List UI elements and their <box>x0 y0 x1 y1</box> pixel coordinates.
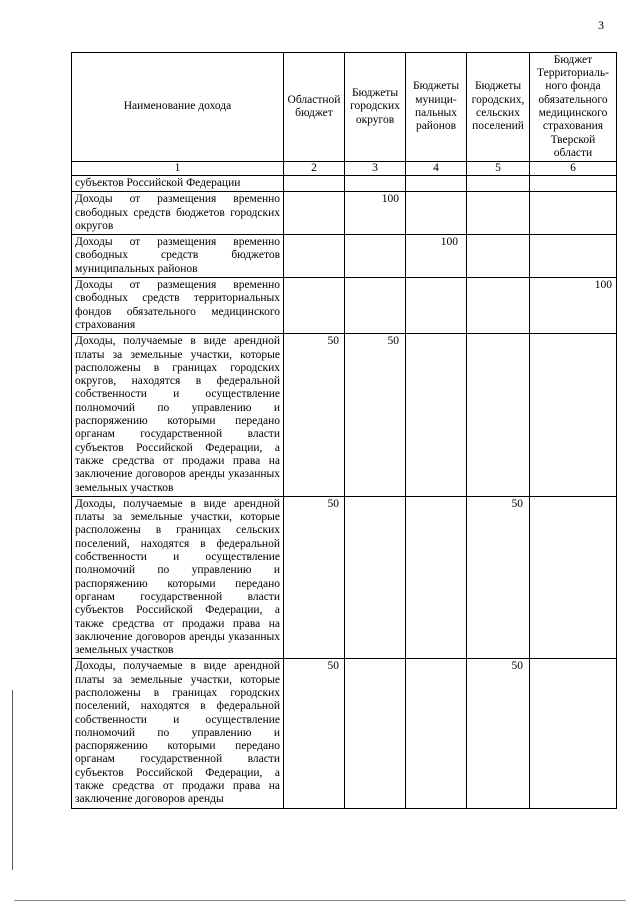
regional-budget-cell: 50 <box>284 659 345 808</box>
regional-budget-cell: 50 <box>284 496 345 659</box>
city-districts-cell <box>345 176 406 192</box>
table-row <box>72 334 617 497</box>
income-name-cell: Доходы, получаемые в виде арендной платы за земельные участки, которые расположены в границах городских округов, находятся в федеральной собственности и осуществление полномочий по управлению и распоряжению которыми передано органам государственной власти субъектов Российской Федерации, а также средства от продажи права на заключение договоров аренды указанных земельных участков <box>72 334 284 497</box>
settlements-cell <box>467 278 530 334</box>
income-name-cell: Доходы от размещения временно свободных средств бюджетов городских округов <box>72 192 284 235</box>
city-districts-cell: 100 <box>345 192 406 235</box>
city-districts-cell <box>345 659 406 808</box>
medical-fund-cell <box>530 235 617 278</box>
city-districts-cell <box>345 278 406 334</box>
city-districts-cell: 50 <box>345 334 406 497</box>
income-name-cell: Доходы, получаемые в виде арендной платы за земельные участки, которые расположены в границах городских поселений, находятся в федеральной собственности и осуществление полномочий по управлению и распоряжению которыми передано органам государственной власти субъектов Российской Федерации, а также средства от продажи права на заключение договоров аренды <box>72 659 284 808</box>
medical-fund-cell <box>530 496 617 659</box>
medical-fund-cell <box>530 192 617 235</box>
settlements-cell <box>467 192 530 235</box>
header-settlements-budgets: Бюджеты городских, сельских поселений <box>467 53 530 162</box>
settlements-cell <box>467 176 530 192</box>
column-number: 4 <box>406 162 467 176</box>
income-name-cell: Доходы, получаемые в виде арендной платы за земельные участки, которые расположены в границах сельских поселений, находятся в федеральной собственности и осуществление полномочий по управлению и распоряжению которыми передано органам государственной власти субъектов Российской Федерации, а также средства от продажи права на заключение договоров аренды указанных земельных участков <box>72 496 284 659</box>
municipal-districts-cell <box>406 192 467 235</box>
header-regional-budget: Областной бюджет <box>284 53 345 162</box>
regional-budget-cell <box>284 176 345 192</box>
municipal-districts-cell <box>406 334 467 497</box>
settlements-cell <box>467 235 530 278</box>
table-header-row <box>72 53 617 162</box>
income-name-cell: субъектов Российской Федерации <box>72 176 284 192</box>
regional-budget-cell: 50 <box>284 334 345 497</box>
municipal-districts-cell <box>406 176 467 192</box>
header-medical-insurance-fund-budget: Бюджет Территориаль-ного фонда обязательного медицинского страхования Тверской области <box>530 53 617 162</box>
medical-fund-cell <box>530 176 617 192</box>
table-row <box>72 235 617 278</box>
income-distribution-table <box>71 52 617 809</box>
page-number: 3 <box>598 18 604 32</box>
regional-budget-cell <box>284 235 345 278</box>
regional-budget-cell <box>284 278 345 334</box>
municipal-districts-cell <box>406 278 467 334</box>
medical-fund-cell: 100 <box>530 278 617 334</box>
income-distribution-table-wrapper <box>71 52 617 809</box>
table-row <box>72 659 617 808</box>
table-row <box>72 192 617 235</box>
municipal-districts-cell <box>406 496 467 659</box>
settlements-cell: 50 <box>467 496 530 659</box>
column-numbers-row <box>72 162 617 176</box>
table-row <box>72 278 617 334</box>
income-name-cell: Доходы от размещения временно свободных средств бюджетов муниципальных районов <box>72 235 284 278</box>
column-number: 2 <box>284 162 345 176</box>
settlements-cell <box>467 334 530 497</box>
regional-budget-cell <box>284 192 345 235</box>
scan-margin-line <box>12 690 13 870</box>
city-districts-cell <box>345 235 406 278</box>
medical-fund-cell <box>530 334 617 497</box>
municipal-districts-cell: 100 <box>406 235 467 278</box>
header-municipal-districts-budgets: Бюджеты муници-пальных районов <box>406 53 467 162</box>
header-income-name: Наименование дохода <box>72 53 284 162</box>
municipal-districts-cell <box>406 659 467 808</box>
header-city-districts-budgets: Бюджеты городских округов <box>345 53 406 162</box>
column-number: 5 <box>467 162 530 176</box>
table-row <box>72 496 617 659</box>
scan-bottom-line <box>14 900 626 901</box>
medical-fund-cell <box>530 659 617 808</box>
income-name-cell: Доходы от размещения временно свободных средств территориальных фондов обязательного медицинского страхования <box>72 278 284 334</box>
column-number: 3 <box>345 162 406 176</box>
column-number: 6 <box>530 162 617 176</box>
city-districts-cell <box>345 496 406 659</box>
table-row <box>72 176 617 192</box>
column-number: 1 <box>72 162 284 176</box>
settlements-cell: 50 <box>467 659 530 808</box>
